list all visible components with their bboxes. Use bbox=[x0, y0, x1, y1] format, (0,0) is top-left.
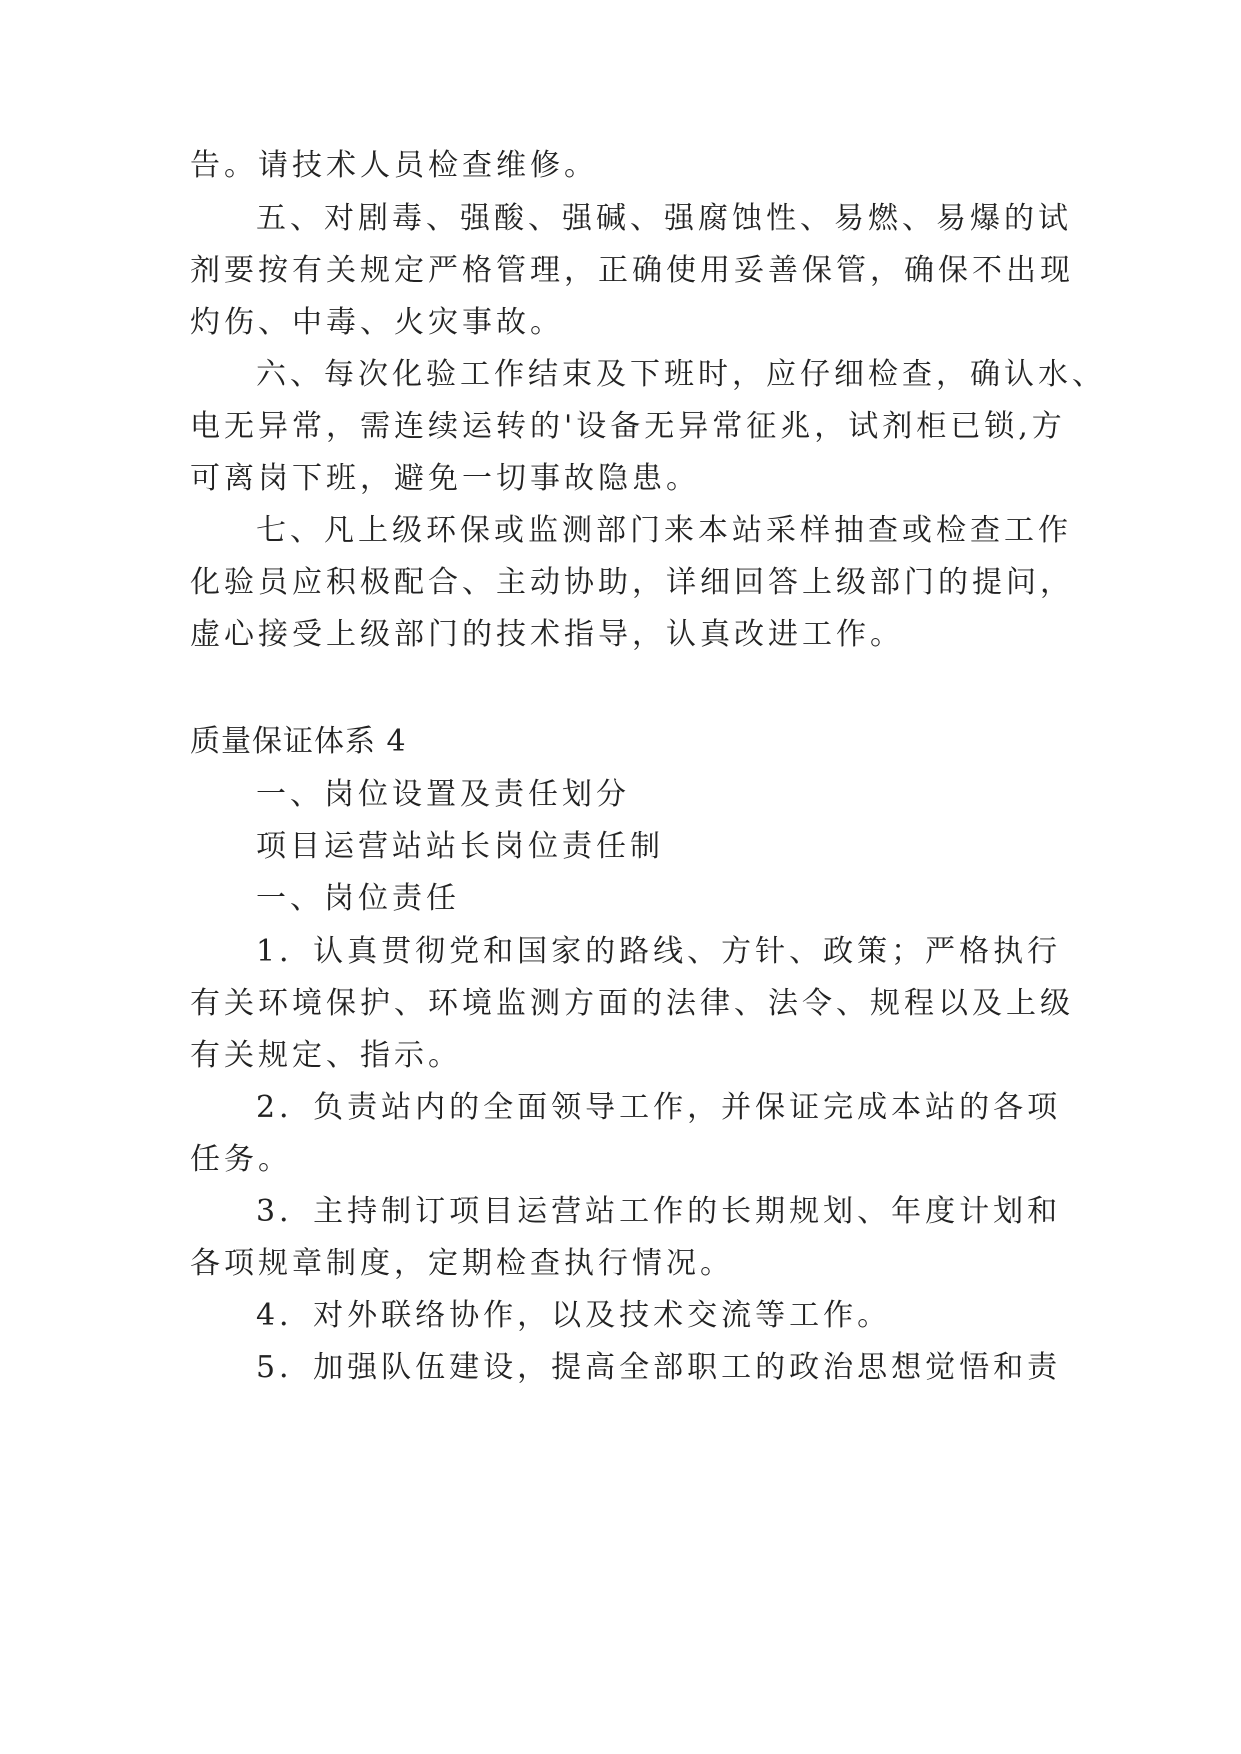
subsection-heading: 项目运营站站长岗位责任制 bbox=[256, 829, 664, 864]
body-text-line: 任务。 bbox=[190, 1142, 292, 1177]
body-text-line: 六、每次化验工作结束及下班时，应仔细检查，确认水、 bbox=[256, 357, 1106, 392]
body-text-line: 告。请技术人员检查维修。 bbox=[190, 148, 598, 183]
subsection-heading: 一、岗位责任 bbox=[256, 881, 460, 916]
body-text-line: 电无异常，需连续运转的'设备无异常征兆，试剂柜已锁,方 bbox=[190, 409, 1066, 444]
body-text-line: 有关环境保护、环境监测方面的法律、法令、规程以及上级 bbox=[190, 986, 1074, 1021]
body-text-line: 可离岗下班，避免一切事故隐患。 bbox=[190, 461, 700, 496]
body-text-line: 化验员应积极配合、主动协助，详细回答上级部门的提问， bbox=[190, 565, 1074, 600]
body-text-line: 2．负责站内的全面领导工作，并保证完成本站的各项 bbox=[256, 1090, 1062, 1125]
body-text-line: 各项规章制度，定期检查执行情况。 bbox=[190, 1246, 734, 1281]
section-heading: 质量保证体系 4 bbox=[190, 724, 407, 759]
body-text-line: 4．对外联络协作，以及技术交流等工作。 bbox=[256, 1298, 892, 1333]
body-text-line: 五、对剧毒、强酸、强碱、强腐蚀性、易燃、易爆的试 bbox=[256, 201, 1072, 236]
body-text-line: 虚心接受上级部门的技术指导，认真改进工作。 bbox=[190, 617, 904, 652]
body-text-line: 剂要按有关规定严格管理，正确使用妥善保管，确保不出现 bbox=[190, 253, 1074, 288]
body-text-line: 七、凡上级环保或监测部门来本站采样抽查或检查工作 bbox=[256, 513, 1072, 548]
subsection-heading: 一、岗位设置及责任划分 bbox=[256, 777, 630, 812]
body-text-line: 灼伤、中毒、火灾事故。 bbox=[190, 305, 564, 340]
body-text-line: 5．加强队伍建设，提高全部职工的政治思想觉悟和责 bbox=[256, 1350, 1062, 1385]
body-text-line: 有关规定、指示。 bbox=[190, 1038, 462, 1073]
body-text-line: 3．主持制订项目运营站工作的长期规划、年度计划和 bbox=[256, 1194, 1062, 1229]
body-text-line: 1．认真贯彻党和国家的路线、方针、政策；严格执行 bbox=[256, 934, 1062, 969]
